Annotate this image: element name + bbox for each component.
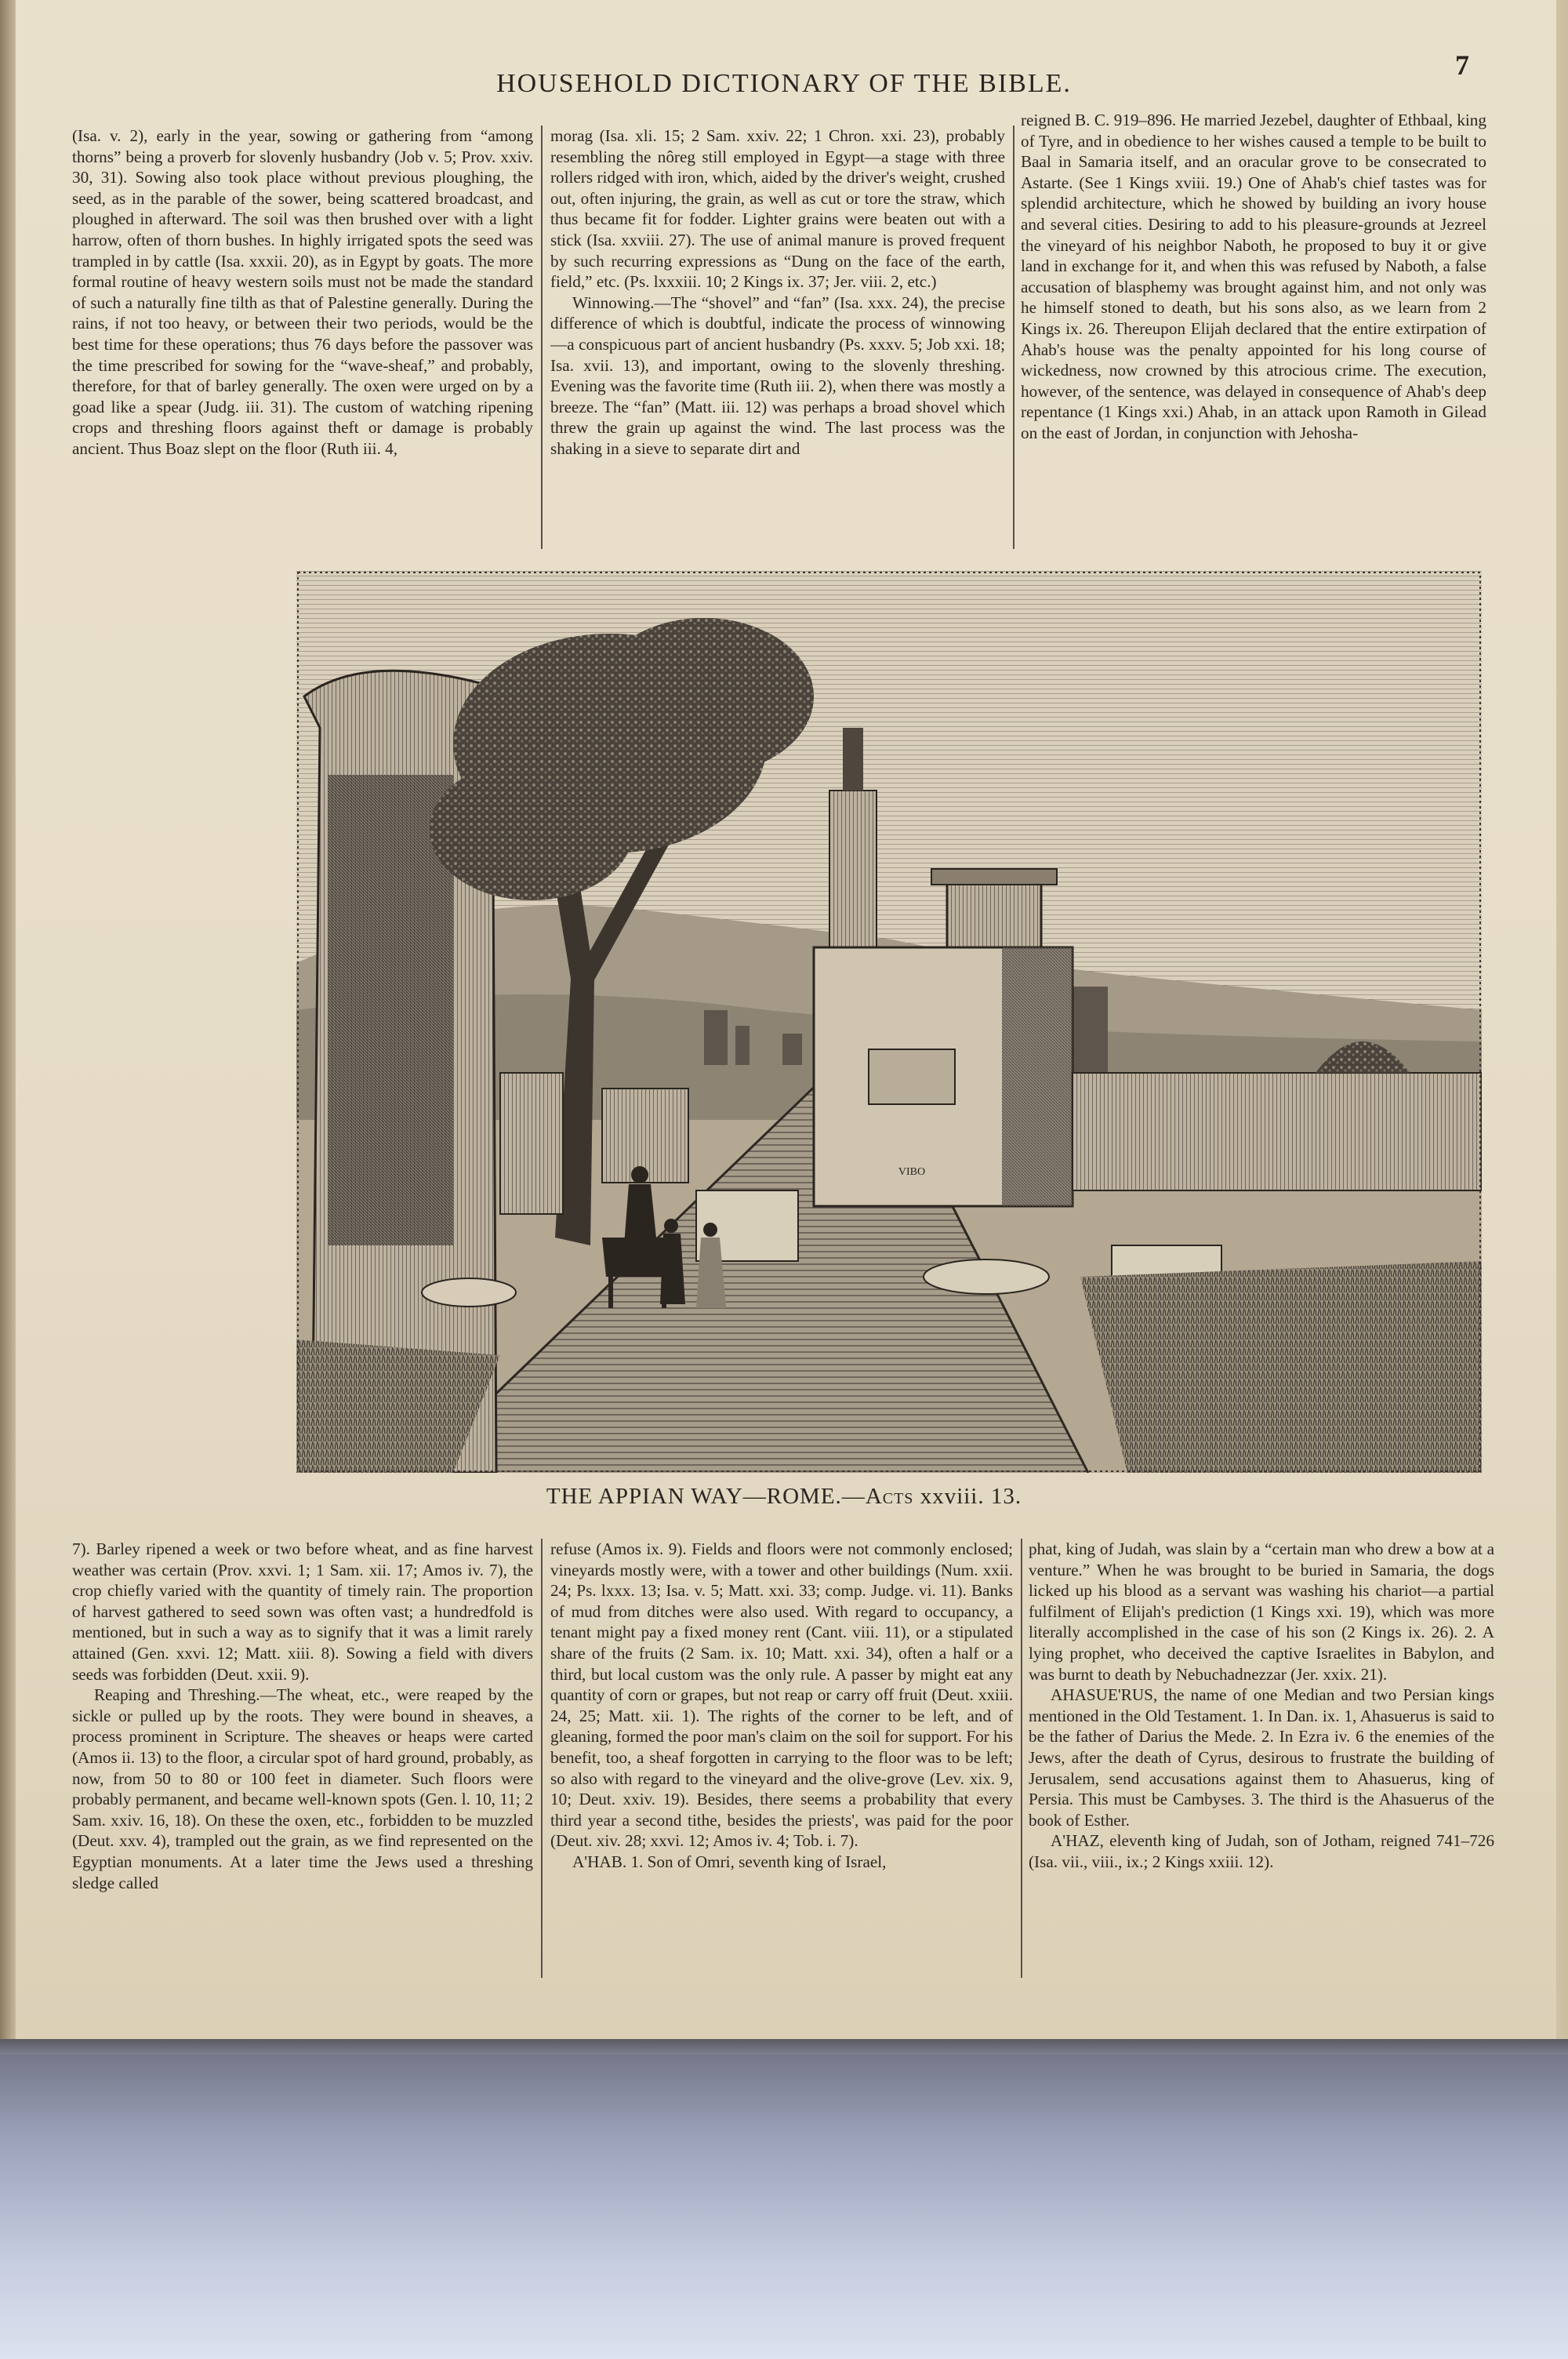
inscription-tablet — [869, 1049, 955, 1104]
column-rule — [541, 125, 543, 549]
table-surface — [0, 2039, 1568, 2359]
bottom-column-3 — [1029, 1539, 1494, 1978]
bottom-column-2 — [550, 1539, 1013, 1978]
tree-foliage — [594, 618, 814, 775]
paragraph: Reaping and Threshing.—The wheat, etc., were reaped by the sickle or pulled up by the roots. They were bound in sheaves, a process prominent in Scripture. The sheaves or heaps were carted (Amos ii. 13) to the floor, a circular spot of hard ground, probably, as now, from 50 to 80 or 100 feet in diameter. Such floors were probably permanent, and became well-known spots (Gen. l. 10, 11; 2 Sam. xxiv. 16, 18). On these the oxen, etc., forbidden to be muzzled (Deut. xxv. 4), trampled out the grain, as we find represented on the Egyptian monuments. At a later time the Jews used a threshing sledge called — [72, 1685, 533, 1892]
paragraph: refuse (Amos ix. 9). Fields and floors were not commonly enclosed; vineyards mostly were, with a tower and other buildings (Num. xxii. 24; Ps. lxxx. 13; Isa. v. 5; Matt. xxi. 33; comp. Judge. vi. 11). Banks of mud from ditches were also used. With regard to occupancy, a tenant might pay a fixed money rent (Cant. viii. 11), or a stipulated share of the fruits (2 Sam. ix. 10; Matt. xxi. 34), often a half or a third, but local custom was the only rule. A passer by might eat any quantity of corn or grapes, but not reap or carry off fruit (Deut. xxiii. 24, 25; Matt. xii. 1). The rights of the corner to be left, and of gleaning, formed the poor man's claim on the soil for support. For his benefit, too, a sheaf forgotten in carrying to the floor was to be left; so also with regard to the vineyard and the olive-grove (Lev. xix. 9, 10; Deut. xxiv. 19). Besides, there seems a probability that every third year a second tithe, besides the priests', was paid for the poor (Deut. xiv. 28; xxvi. 12; Amos iv. 4; Tob. i. 7). — [550, 1539, 1013, 1851]
statue-pedestal — [829, 791, 877, 947]
caption-title: THE APPIAN WAY—ROME.— — [546, 1484, 866, 1509]
paragraph: phat, king of Judah, was slain by a “certain man who drew a bow at a venture.” When he was brought to be buried in Samaria, the dogs licked up his blood as a servant was washing his chariot—a partial fulfilment of Elijah's prediction (1 Kings xxi. 19), which was more literally accomplished in the case of his son (2 Kings ix. 26). 2. A lying prophet, who deceived the captive Israelites in Babylon, and was burnt to death by Nebuchadnezzar (Jer. xxix. 21). — [1029, 1539, 1494, 1684]
foreground-grass — [1080, 1261, 1482, 1473]
caption-verse: xxviii. 13. — [920, 1484, 1022, 1509]
column-rule — [1013, 125, 1014, 549]
boundary-wall — [1073, 1073, 1482, 1190]
illustration-caption — [0, 1484, 1568, 1510]
paragraph: A'HAB. 1. Son of Omri, seventh king of Israel, — [572, 1852, 887, 1871]
ruin-wall — [500, 1073, 563, 1214]
bottom-column-1 — [72, 1539, 533, 1978]
column-rule — [541, 1539, 543, 1978]
top-column-1 — [72, 125, 533, 549]
monument-shadow — [1002, 947, 1073, 1206]
appian-way-engraving — [296, 571, 1482, 1473]
top-column-2 — [550, 125, 1005, 549]
page-number: 7 — [1455, 49, 1469, 81]
paragraph: AHASUE'RUS, the name of one Median and two Persian kings mentioned in the Old Testament. 1. In Dan. ix. 1, Ahasuerus is said to be the father of Darius the Mede. 2. In Ezra iv. 6 the enemies of the Jews, after the death of Cyrus, desirous to frustrate the building of Jerusalem, send accusations against them to Ahasuerus, king of Persia. This must be Cambyses. 3. The third is the Ahasuerus of the book of Esther. — [1029, 1685, 1494, 1830]
fallen-column — [422, 1278, 516, 1307]
column-rule — [1021, 1539, 1022, 1978]
monument-cornice — [931, 869, 1057, 885]
tree-foliage — [430, 759, 633, 900]
paragraph: (Isa. v. 2), early in the year, sowing or gathering from “among thorns” being a proverb for slovenly husbandry (Job v. 5; Prov. xxiv. 30, 31). Sowing also took place without previous ploughing, the seed, as in the parable of the sower, being scattered broadcast, and ploughed in afterward. The soil was then brushed over with a light harrow, often of thorn bushes. In highly irrigated spots the seed was trampled in by cattle (Isa. xxxii. 20), as in Egypt by goats. The more formal routine of heavy western soils must not be made the standard of such a naturally fine tilth as that of Palestine generally. During the rains, if not too heavy, or between their two periods, would be the best time for these operations; thus 76 days before the passover was the time prescribed for sowing for the “wave-sheaf,” and probably, therefore, for that of barley generally. The oxen were urged on by a goad like a spear (Judg. iii. 31). The custom of watching ripening crops and threshing floors against theft or damage is probably ancient. Thus Boaz slept on the floor (Ruth iii. 4, — [72, 126, 533, 458]
paragraph: Winnowing.—The “shovel” and “fan” (Isa. xxx. 24), the precise difference of which is doubtful, indicate the process of winnowing—a conspicuous part of ancient husbandry (Ps. xxxv. 5; Job xxi. 18; Isa. xvii. 13), and important, owing to the slovenly threshing. Evening was the favorite time (Ruth iii. 2), when there was mostly a breeze. The “fan” (Matt. iii. 12) was perhaps a broad shovel which threw the grain up against the wind. The last process was the shaking in a sieve to separate dirt and — [550, 293, 1005, 458]
fallen-column — [924, 1259, 1049, 1294]
paragraph: A'HAZ, eleventh king of Judah, son of Jotham, reigned 741–726 (Isa. vii., viii., ix.; 2 Kings xxiii. 12). — [1029, 1831, 1494, 1871]
page-header: HOUSEHOLD DICTIONARY OF THE BIBLE. — [496, 69, 1072, 98]
statue — [843, 728, 863, 791]
paragraph: reigned B. C. 919–896. He married Jezebel, daughter of Ethbaal, king of Tyre, and in obedience to her wishes caused a temple to be built to Baal in Samaria itself, and an oracular grove to be consecrated to Astarte. (See 1 Kings xviii. 19.) One of Ahab's chief tastes was for splendid architecture, which he showed by building an ivory house and several cities. Desiring to add to his pleasure-grounds at Jezreel the vineyard of his neighbor Naboth, he proposed to buy it or give land in exchange for it, and when this was refused by Naboth, a false accusation of blasphemy was brought against him, and not only was he himself stoned to death, but his sons also, as we learn from 2 Kings ix. 26. Thereupon Elijah declared that the entire extirpation of Ahab's house was the penalty appointed for his long course of wickedness, now crowned by this atrocious crime. The execution, however, of the sentence, was delayed in consequence of Ahab's deep repentance (1 Kings xxi.) Ahab, in an attack upon Ramoth in Gilead on the east of Jordan, in conjunction with Jehosha- — [1021, 111, 1486, 442]
paragraph: 7). Barley ripened a week or two before wheat, and as fine harvest weather was certain (Prov. xxvi. 1; 1 Sam. xii. 17; Amos iv. 7), the crop chiefly varied with the quantity of timely rain. The proportion of harvest gathered to seed sown was often vast; a hundredfold is mentioned, but in such a way as to signify that it was a limit rarely attained (Gen. xxvi. 12; Matt. xiii. 8). Sowing a field with divers seeds was forbidden (Deut. xxii. 9). — [72, 1539, 533, 1684]
paragraph: morag (Isa. xli. 15; 2 Sam. xxiv. 22; 1 Chron. xxi. 23), probably resembling the nôreg still employed in Egypt—a stage with three rollers ridged with iron, which, aided by the driver's weight, crushed out, often injuring, the grain, as well as cut or tore the straw, which thus became fit for fodder. Lighter grains were beaten out with a stick (Isa. xxviii. 27). The use of animal manure is proved frequent by such recurring expressions as “Dung on the face of the earth, field,” etc. (Ps. lxxxiii. 10; 2 Kings ix. 37; Jer. viii. 2, etc.) — [550, 126, 1005, 292]
tablet-text: VIBO — [898, 1166, 926, 1178]
top-column-3 — [1021, 110, 1486, 549]
caption-reference: Acts — [865, 1484, 914, 1509]
